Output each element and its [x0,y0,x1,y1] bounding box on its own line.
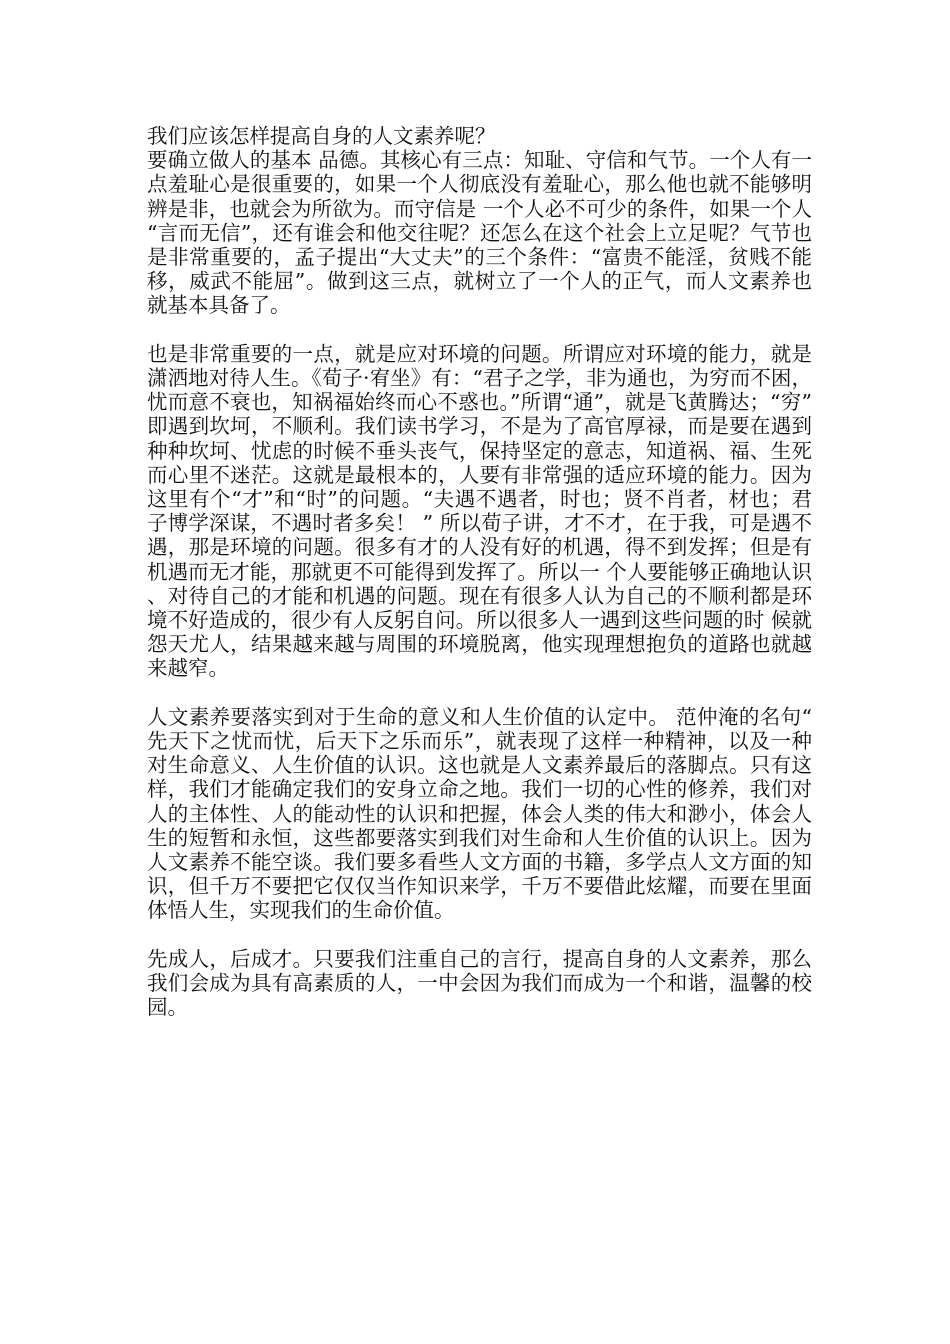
document-body [147,124,812,1019]
document-heading: 我们应该怎样提高自身的人文素养呢？ [147,124,496,148]
paragraph-life-value: 人文素养要落实到对于生命的意义和人生价值的认定中。 范仲淹的名句“先天下之忧而忧，后天下之乐而乐”，就表现了这样一种精神，以及一种对生命意义、人生价值的认识。这也就是人文素养最后的落脚点。只有这 样，我们才能确定我们的安身立命之地。我们一切的心性的修养，我们对人的主体性、人的能动性的认识和把握，体会人类的伟大和渺小，体会人生的短暂和永恒，这些都要落实到我们对生命和人生价值的认识上。因为人文素养不能空谈。我们要多看些人文方面的书籍，多学点人文方面的知识，但千万不要把它仅仅当作知识来学，千万不要借此炫耀，而要在里面体悟人生，实现我们的生命价值。 [147,704,812,923]
paragraph-moral-character: 要确立做人的基本 品德。其核心有三点：知耻、守信和气节。一个人有一点羞耻心是很重要的，如果一个人彻底没有羞耻心，那么他也就不能够明辨是非，也就会为所欲为。而守信是 一个人必不可少的条件，如果一个人“言而无信”，还有谁会和他交往呢？还怎么在这个社会上立足呢？气节也是非常重要的，孟子提出“大丈夫”的三个条件：“富贵不能淫，贫贱不能移，威武不能屈”。做到这三点，就树立了一个人的正气，而人文素养也就基本具备了。 [147,148,812,318]
paragraph-environment: 也是非常重要的一点，就是应对环境的问题。所谓应对环境的能力，就是潇洒地对待人生。《荀子·宥坐》有：“君子之学，非为通也，为穷而不困，忧而意不衰也，知祸福始终而心不惑也。”所谓“通”，就是飞黄腾达；“穷”即遇到坎坷，不顺利。我们读书学习，不是为了高官厚禄，而是要在遇到种种坎坷、忧虑的时候不垂头丧气，保持坚定的意志，知道祸、福、生死而心里不迷茫。这就是最根本的，人要有非常强的适应环境的能力。因为这里有个“才”和“时”的问题。“夫遇不遇者，时也；贤不肖者，材也；君子博学深谋，不遇时者多矣！ ” 所以荀子讲，才不才，在于我，可是遇不遇，那是环境的问题。很多有才的人没有好的机遇，得不到发挥；但是有机遇而无才能，那就更不可能得到发挥了。所以一 个人要能够正确地认识、对待自己的才能和机遇的问题。现在有很多人认为自己的不顺利都是环境不好造成的，很少有人反躬自问。所以很多人一遇到这些问题的时 候就怨天尤人，结果越来越与周围的环境脱离，他实现理想抱负的道路也就越来越窄。 [147,341,812,681]
paragraph-conclusion: 先成人，后成才。只要我们注重自己的言行，提高自身的人文素养，那么我们会成为具有高素质的人，一中会因为我们而成为一个和谐，温馨的校园。 [147,946,812,1020]
